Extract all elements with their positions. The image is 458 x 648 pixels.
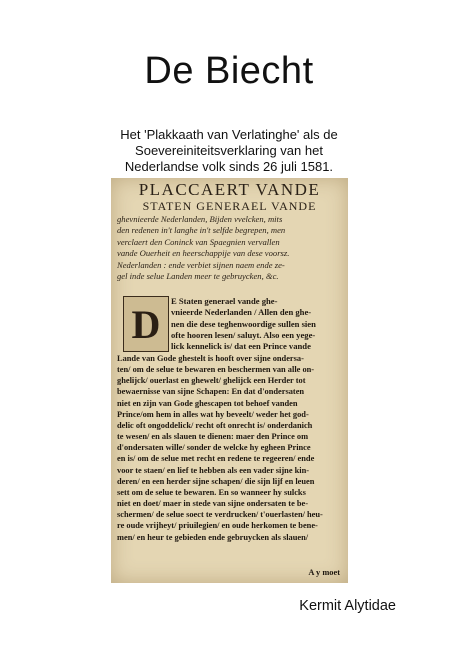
scan-text-line: Prince/om hem in alles wat hy beveelt/ weder het god- xyxy=(117,409,309,419)
scan-text-line: ghelijck/ ouerlast en ghewelt/ ghelijck een Herder tot xyxy=(117,376,306,386)
scan-text-line: gel inde selue Landen meer te gebruycken, &c. xyxy=(117,271,279,282)
scan-text-line: men/ en heur te gebieden ende gebruycken als slauen/ xyxy=(117,532,309,542)
subtitle-line: Nederlandse volk sinds 26 juli 1581. xyxy=(124,159,334,174)
scan-text-line: verclaert den Coninck van Spaegnien vervallen xyxy=(117,236,280,247)
scan-text-line: lick kennelick is/ dat een Prince vande xyxy=(171,341,311,352)
historical-document-scan xyxy=(111,178,348,583)
scan-text-line: Lande van Gode ghestelt is hooft over sijne ondersa- xyxy=(117,354,304,363)
subtitle-line: Soevereiniteitsverklaring van het xyxy=(135,143,323,158)
scan-text-line: bewaernisse van sijne Schapen: En dat d'ondersaten xyxy=(117,387,305,397)
scan-text-line: ghevnieerde Nederlanden, Bijden vvelcken, mits xyxy=(117,214,283,224)
scan-text-line: re oude vrijheyt/ priuilegien/ en oude herkomen te bene- xyxy=(117,521,318,531)
scan-heading: PLACCAERT VANDE xyxy=(138,180,321,199)
scan-text-line: d'ondersaten wille/ sonder de welcke hy egheen Prince xyxy=(117,443,311,453)
scan-blackletter-opening xyxy=(171,296,343,352)
decorated-initial: D xyxy=(123,296,169,352)
scan-text-line: vande Ouerheit en heerschappije van dese voorsz. xyxy=(117,248,290,259)
subtitle-line: Het 'Plakkaath van Verlatinghe' als de xyxy=(120,127,338,142)
scan-text-line: schermen/ de selue soect te verdrucken/ t'ouerlasten/ heu- xyxy=(117,510,323,520)
scan-text-line: voor te staen/ en lief te hebben als een vader sijne kin- xyxy=(117,465,310,475)
book-author: Kermit Alytidae xyxy=(299,598,396,614)
scan-text-line: ofte hooren lesen/ saluyt. Also een yege- xyxy=(171,329,316,340)
scan-text-line: niet en zijn van Gode ghescapen tot behoef vanden xyxy=(117,398,298,408)
scan-text-line: niet en doet/ maer in stede van sijne ondersaten te be- xyxy=(117,499,309,509)
scan-text-line: te wesen/ en als slauen te dienen: maer den Prince om xyxy=(117,432,309,442)
scan-blackletter-body xyxy=(117,353,343,543)
scan-text-line: Nederlanden : ende verbiet sijnen naem ende ze- xyxy=(117,259,285,270)
scan-catchword: A y moet xyxy=(308,568,340,577)
book-title: De Biecht xyxy=(144,50,314,92)
scan-text-line: E Staten generael vande ghe- xyxy=(171,296,278,306)
scan-text-line: nen die dese teghenwoordige sullen sien xyxy=(171,318,316,329)
scan-text-line: den redenen in't langhe in't selfde begrepen, men xyxy=(117,225,286,236)
scan-text-line: delic oft ongoddelick/ recht oft onrecht is/ onderdanich xyxy=(117,420,313,430)
scan-subheading: STATEN GENERAEL VANDE xyxy=(142,199,317,213)
scan-text-line: ten/ om de selue te bewaren en beschermen van alle on- xyxy=(117,365,315,375)
scan-text-line: deren/ en een herder sijne schapen/ die sijn lijf en leuen xyxy=(117,476,315,486)
scan-text-line: sett om de selue te bewaren. En so wanneer hy sulcks xyxy=(117,487,306,497)
scan-text-line: vnieerde Nederlanden / Allen den ghe- xyxy=(171,307,312,318)
scan-text-line: en is/ om de selue met recht en redene te regeeren/ ende xyxy=(117,454,315,464)
book-subtitle xyxy=(60,127,398,175)
scan-intro-paragraph xyxy=(117,214,343,282)
